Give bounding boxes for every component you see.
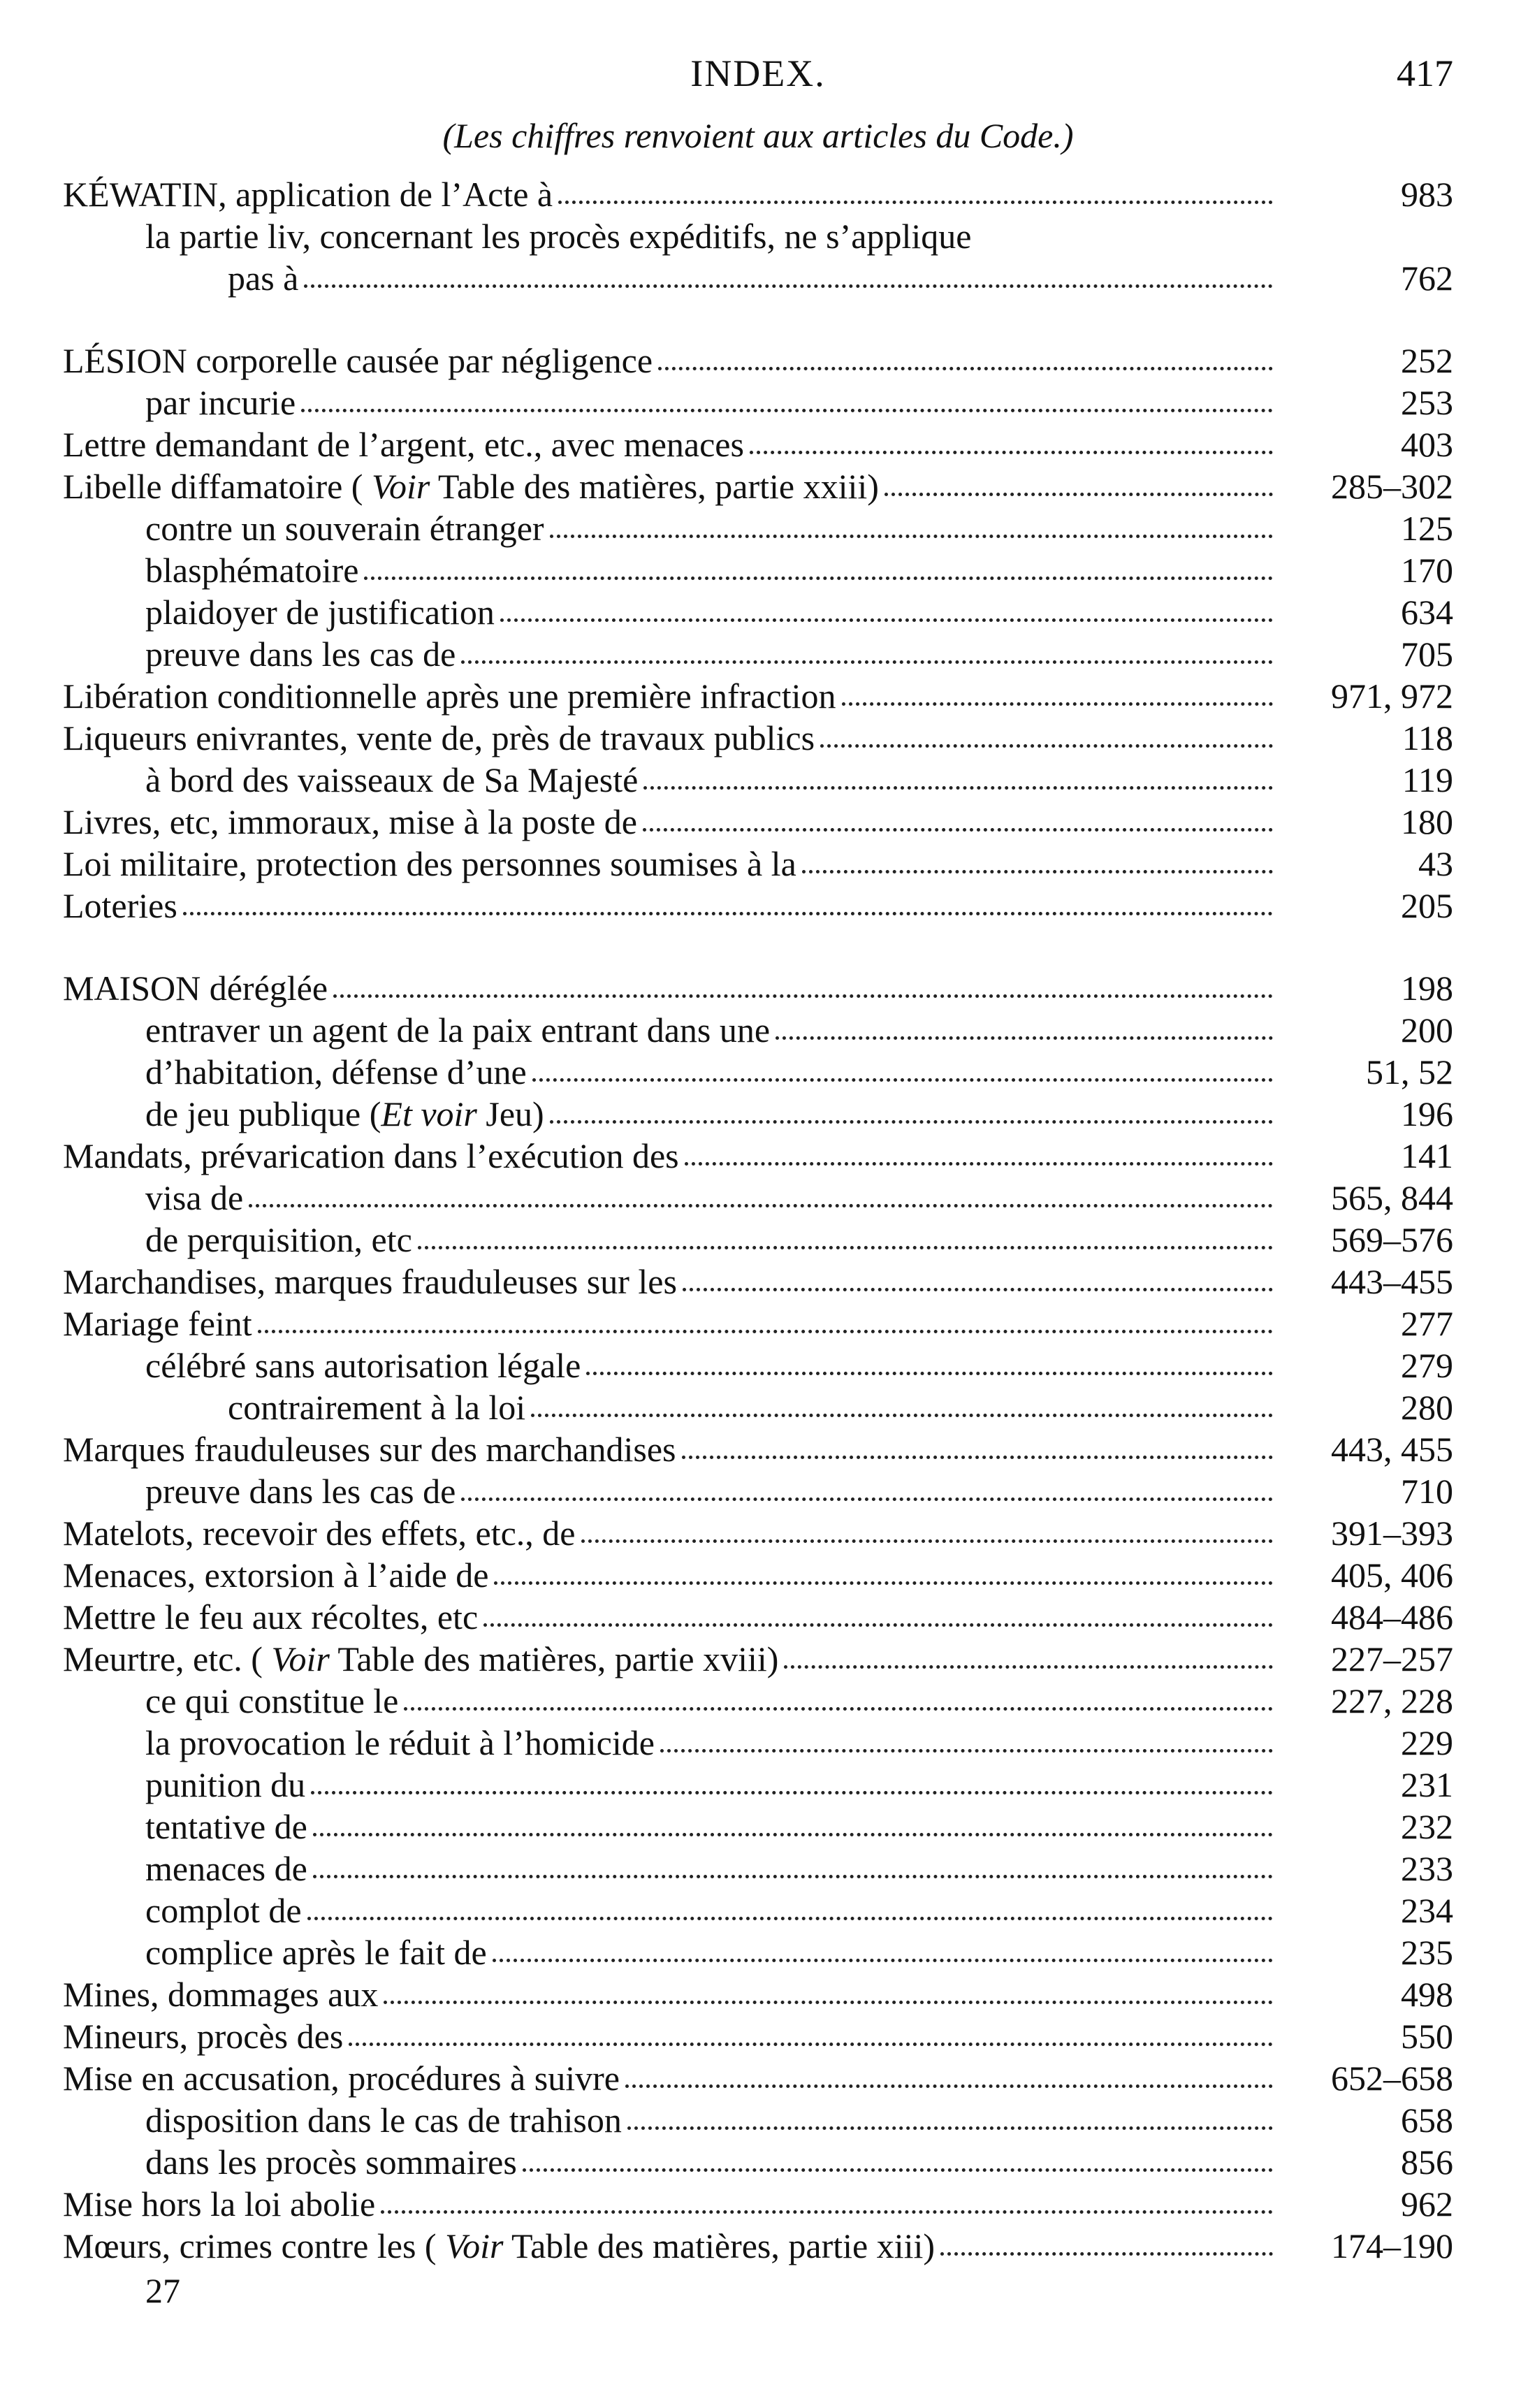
index-entry-list: [63, 173, 1453, 2267]
index-entry-label: [63, 423, 744, 465]
index-entry-text: Libelle diffamatoire (: [63, 467, 372, 506]
index-entry: [63, 843, 1453, 885]
index-entry-italic-text: Et voir: [381, 1094, 477, 1133]
index-entry-text: disposition dans le cas de trahison: [145, 2101, 622, 2140]
index-entry-label: [63, 1596, 478, 1638]
index-entry-label: [63, 2099, 622, 2141]
index-entry-text: LÉSION corporelle causée par négligence: [63, 341, 653, 380]
index-entry-reference: 569–576: [1331, 1220, 1453, 1259]
index-entry: [63, 2225, 1453, 2267]
index-entry: [63, 1386, 1453, 1428]
index-entry-label: [63, 382, 296, 423]
index-entry-label: [63, 1344, 581, 1386]
index-entry-text: menaces de: [145, 1849, 307, 1888]
index-entry-label: [63, 1093, 544, 1135]
index-entry-reference: 983: [1401, 175, 1453, 214]
index-entry-reference: 280: [1401, 1388, 1453, 1427]
index-entry-reference: 180: [1401, 802, 1453, 841]
index-entry-text: Matelots, recevoir des effets, etc., de: [63, 1514, 576, 1553]
index-entry-label: [63, 1973, 378, 2015]
index-entry-label: [63, 801, 637, 843]
index-entry-label: [63, 843, 796, 885]
dot-leader: [658, 326, 1273, 370]
dot-leader: [311, 1791, 1273, 1794]
index-entry-reference: 233: [1401, 1849, 1453, 1888]
index-entry-reference: 227–257: [1331, 1639, 1453, 1678]
index-entry-label: [63, 2057, 620, 2099]
dot-leader: [384, 2001, 1273, 2004]
index-entry-label: [63, 1303, 252, 1344]
index-entry-text: Mise hors la loi abolie: [63, 2184, 376, 2224]
index-entry-text: Marques frauduleuses sur des marchandises: [63, 1430, 676, 1469]
index-entry-label: [63, 1512, 576, 1554]
index-entry: [63, 675, 1453, 717]
dot-leader: [750, 451, 1273, 454]
dot-leader: [349, 2043, 1273, 2046]
index-entry-text: tentative de: [145, 1807, 307, 1846]
index-entry: [63, 717, 1453, 759]
page-number: 417: [1397, 52, 1453, 94]
index-entry: [63, 1009, 1453, 1051]
index-entry: [63, 1806, 1453, 1848]
index-entry-reference: 658: [1401, 2101, 1453, 2140]
index-entry-label: [63, 299, 653, 382]
index-entry-text: Libération conditionnelle après une première infraction: [63, 676, 836, 716]
dot-leader: [404, 1707, 1273, 1711]
index-entry-label: [63, 885, 177, 927]
dot-leader: [364, 576, 1273, 580]
index-entry-reference: 710: [1401, 1472, 1453, 1511]
dot-leader: [304, 284, 1273, 288]
index-entry: [63, 1177, 1453, 1219]
index-entry-text: contre un souverain étranger: [145, 509, 544, 548]
index-entry-reference: 51, 52: [1366, 1052, 1453, 1091]
dot-leader: [313, 1833, 1273, 1836]
dot-leader: [313, 1875, 1273, 1878]
index-entry-label: [63, 2141, 517, 2183]
index-entry: [63, 1596, 1453, 1638]
index-entry-label: [63, 1135, 679, 1177]
index-entry: [63, 1722, 1453, 1764]
index-entry-label: [63, 1806, 307, 1848]
index-entry-text: Mettre le feu aux récoltes, etc: [63, 1597, 479, 1637]
index-entry: [63, 927, 1453, 1009]
index-entry-label: [63, 2225, 935, 2267]
dot-leader: [523, 2168, 1273, 2172]
dot-leader: [483, 1623, 1273, 1627]
index-entry: [63, 1051, 1453, 1093]
index-entry-label: [63, 1009, 770, 1051]
index-entry-text: Mineurs, procès des: [63, 2017, 344, 2056]
index-entry-text: Mandats, prévarication dans l’exécution des: [63, 1136, 679, 1175]
index-entry-label: [63, 591, 495, 633]
dot-leader: [643, 828, 1273, 832]
index-entry-label: [63, 1722, 655, 1764]
index-entry-reference: 705: [1401, 634, 1453, 674]
index-entry-text: Mœurs, crimes contre les (: [63, 2226, 446, 2265]
index-entry-reference: 403: [1401, 425, 1453, 464]
index-entry: [63, 591, 1453, 633]
index-entry: [63, 1135, 1453, 1177]
dot-leader: [627, 2126, 1273, 2130]
index-entry: [63, 1512, 1453, 1554]
dot-leader: [820, 744, 1273, 748]
dot-leader: [550, 535, 1273, 538]
index-entry-text: Mines, dommages aux: [63, 1975, 379, 2014]
index-entry-reference: 253: [1401, 383, 1453, 422]
index-entry-label: [63, 1638, 778, 1680]
index-entry-label: [63, 1261, 677, 1303]
index-entry-text: blasphématoire: [145, 551, 359, 590]
index-entry-label: [63, 2015, 343, 2057]
index-entry-label: [63, 1890, 302, 1931]
index-entry-reference: 118: [1402, 718, 1453, 757]
page-subtitle: (Les chiffres renvoient aux articles du Code.): [442, 116, 1074, 155]
index-entry-text: Liqueurs enivrantes, vente de, près de travaux publics: [63, 718, 815, 757]
dot-leader: [258, 1330, 1273, 1333]
dot-leader: [183, 912, 1273, 915]
dot-leader: [940, 2252, 1273, 2256]
index-entry-text: KÉWATIN, application de l’Acte à: [63, 175, 553, 214]
index-entry-text: complot de: [145, 1891, 302, 1930]
index-entry: [63, 382, 1453, 423]
index-entry-text: Table des matières, partie xxiii): [430, 467, 879, 506]
index-entry-text: la partie liv, concernant les procès expéditifs, ne s’applique: [145, 217, 972, 256]
index-entry-label: [63, 1386, 525, 1428]
index-entry-reference: 198: [1401, 969, 1453, 1008]
index-entry: [63, 299, 1453, 382]
index-entry-italic-text: Voir: [271, 1639, 330, 1678]
index-entry-reference: 279: [1401, 1346, 1453, 1385]
index-entry-text: la provocation le réduit à l’homicide: [145, 1723, 655, 1762]
index-entry: [63, 1890, 1453, 1931]
index-entry-reference: 174–190: [1331, 2226, 1453, 2265]
index-entry-reference: 652–658: [1331, 2059, 1453, 2098]
dot-leader: [842, 702, 1274, 706]
index-entry-reference: 205: [1401, 886, 1453, 925]
dot-leader: [802, 870, 1273, 873]
index-entry-reference: 634: [1401, 593, 1453, 632]
page-title: INDEX.: [690, 52, 826, 94]
index-entry-reference: 856: [1401, 2142, 1453, 2182]
dot-leader: [660, 1749, 1273, 1753]
index-entry-text: Meurtre, etc. (: [63, 1639, 272, 1678]
index-entry-reference: 43: [1418, 844, 1453, 883]
dot-leader: [558, 201, 1273, 204]
index-entry-reference: 125: [1401, 509, 1453, 548]
index-entry-label: [63, 1848, 307, 1890]
index-entry-reference: 285–302: [1331, 467, 1453, 506]
index-entry-reference: 231: [1401, 1765, 1453, 1804]
dot-leader: [885, 493, 1273, 496]
index-entry: [63, 2015, 1453, 2057]
index-entry: [63, 2183, 1453, 2225]
index-entry: [63, 1344, 1453, 1386]
dot-leader: [494, 1581, 1273, 1585]
index-entry-text: de jeu publique (: [145, 1094, 381, 1133]
index-entry-label: [63, 633, 456, 675]
index-entry-reference: 565, 844: [1331, 1178, 1453, 1217]
index-entry-label: [63, 215, 971, 257]
index-entry: [63, 423, 1453, 465]
index-entry: [63, 1093, 1453, 1135]
index-entry-text: Marchandises, marques frauduleuses sur les: [63, 1262, 677, 1301]
index-entry-text: célébré sans autorisation légale: [145, 1346, 581, 1385]
dot-leader: [307, 1917, 1273, 1920]
index-entry-reference: 235: [1401, 1933, 1453, 1972]
signature-mark: 27: [145, 2271, 180, 2310]
index-entry-reference: 252: [1401, 341, 1453, 380]
index-entry: [63, 465, 1453, 507]
dot-leader: [683, 1288, 1273, 1291]
index-entry-label: [63, 927, 328, 1009]
index-entry-label: [63, 257, 298, 299]
index-entry: [63, 215, 1453, 257]
index-entry: [63, 2057, 1453, 2099]
index-entry: [63, 1638, 1453, 1680]
index-entry-text: MAISON déréglée: [63, 969, 328, 1008]
index-entry-reference: 232: [1401, 1807, 1453, 1846]
index-entry-label: [63, 1764, 305, 1806]
index-entry-text: Livres, etc, immoraux, mise à la poste de: [63, 802, 637, 841]
index-entry-label: [63, 1428, 676, 1470]
dot-leader: [776, 1036, 1273, 1040]
dot-leader: [586, 1372, 1273, 1375]
index-entry-text: preuve dans les cas de: [145, 1472, 456, 1511]
dot-leader: [581, 1539, 1274, 1543]
index-entry: [63, 1931, 1453, 1973]
index-entry-reference: 962: [1401, 2184, 1453, 2224]
index-entry-reference: 498: [1401, 1975, 1453, 2014]
dot-leader: [625, 2084, 1273, 2088]
index-entry-text: d’habitation, défense d’une: [145, 1052, 527, 1091]
index-entry-label: [63, 1680, 398, 1722]
index-entry-reference: 196: [1401, 1094, 1453, 1133]
index-entry-text: Jeu): [476, 1094, 544, 1133]
dot-leader: [461, 660, 1273, 664]
index-entry-reference: 227, 228: [1331, 1681, 1453, 1720]
index-entry: [63, 507, 1453, 549]
dot-leader: [249, 1204, 1273, 1207]
index-entry-reference: 443, 455: [1331, 1430, 1453, 1469]
index-entry-label: [63, 507, 544, 549]
dot-leader: [461, 1497, 1273, 1501]
index-entry: [63, 1428, 1453, 1470]
index-entry: [63, 1973, 1453, 2015]
index-entry-reference: 234: [1401, 1891, 1453, 1930]
index-entry-reference: 443–455: [1331, 1262, 1453, 1301]
index-entry: [63, 801, 1453, 843]
index-entry: [63, 2099, 1453, 2141]
dot-leader: [685, 1162, 1273, 1166]
dot-leader: [333, 954, 1273, 998]
index-entry-reference: 119: [1402, 760, 1453, 799]
dot-leader: [784, 1665, 1273, 1669]
index-entry-reference: 170: [1401, 551, 1453, 590]
index-entry: [63, 1764, 1453, 1806]
index-entry-text: Menaces, extorsion à l’aide de: [63, 1555, 489, 1595]
index-entry: [63, 1219, 1453, 1261]
index-entry-label: [63, 717, 815, 759]
index-entry-text: Table des matières, partie xviii): [329, 1639, 779, 1678]
dot-leader: [643, 786, 1273, 790]
index-entry-text: pas à: [228, 259, 299, 298]
index-entry-text: Loi militaire, protection des personnes soumises à la: [63, 844, 796, 883]
index-page: [63, 42, 1453, 2376]
index-entry-reference: 550: [1401, 2017, 1453, 2056]
dot-leader: [532, 1078, 1273, 1082]
index-entry-text: dans les procès sommaires: [145, 2142, 517, 2182]
index-entry-reference: 391–393: [1331, 1514, 1453, 1553]
index-entry-label: [63, 2183, 375, 2225]
dot-leader: [493, 1959, 1273, 1962]
index-entry: [63, 1680, 1453, 1722]
index-entry-text: plaidoyer de justification: [145, 593, 495, 632]
index-entry-label: [63, 1554, 488, 1596]
index-entry-reference: 141: [1401, 1136, 1453, 1175]
page-header: [63, 42, 1453, 98]
index-entry-text: Mise en accusation, procédures à suivre: [63, 2059, 620, 2098]
index-entry-label: [63, 759, 638, 801]
index-entry-italic-text: Voir: [445, 2226, 504, 2265]
index-entry-reference: 277: [1401, 1304, 1453, 1343]
index-entry-label: [63, 549, 358, 591]
index-entry-text: punition du: [145, 1765, 306, 1804]
index-entry-label: [63, 1051, 527, 1093]
dot-leader: [531, 1414, 1273, 1417]
dot-leader: [500, 618, 1273, 622]
index-entry-text: entraver un agent de la paix entrant dans une: [145, 1010, 771, 1050]
index-entry-reference: 405, 406: [1331, 1555, 1453, 1595]
index-entry: [63, 549, 1453, 591]
index-entry-label: [63, 675, 836, 717]
index-entry-label: [63, 1177, 243, 1219]
index-entry-label: [63, 173, 553, 215]
dot-leader: [381, 2210, 1273, 2214]
index-entry-text: par incurie: [145, 383, 296, 422]
dot-leader: [418, 1246, 1273, 1249]
dot-leader: [301, 409, 1273, 412]
index-entry-text: Lettre demandant de l’argent, etc., avec menaces: [63, 425, 744, 464]
index-entry: [63, 1261, 1453, 1303]
index-entry-text: Table des matières, partie xiii): [503, 2226, 936, 2265]
index-entry-reference: 762: [1401, 259, 1453, 298]
index-entry-label: [63, 1219, 412, 1261]
dot-leader: [550, 1120, 1273, 1124]
index-entry: [63, 1554, 1453, 1596]
index-entry-reference: 229: [1401, 1723, 1453, 1762]
index-entry-italic-text: Voir: [371, 467, 430, 506]
index-entry: [63, 1303, 1453, 1344]
index-entry-label: [63, 1470, 456, 1512]
index-entry: [63, 885, 1453, 927]
index-entry: [63, 2141, 1453, 2183]
index-entry-text: contrairement à la loi: [228, 1388, 526, 1427]
index-entry-text: complice après le fait de: [145, 1933, 487, 1972]
index-entry-reference: 484–486: [1331, 1597, 1453, 1637]
index-entry-text: de perquisition, etc: [145, 1220, 412, 1259]
index-entry: [63, 633, 1453, 675]
index-entry: [63, 1848, 1453, 1890]
index-entry-text: visa de: [145, 1178, 244, 1217]
dot-leader: [682, 1456, 1273, 1459]
index-entry-reference: 971, 972: [1331, 676, 1453, 716]
index-entry-label: [63, 1931, 487, 1973]
index-entry: [63, 759, 1453, 801]
index-entry-text: à bord des vaisseaux de Sa Majesté: [145, 760, 639, 799]
index-entry: [63, 257, 1453, 299]
index-entry-label: [63, 465, 879, 507]
index-entry-reference: 200: [1401, 1010, 1453, 1050]
index-entry: [63, 1470, 1453, 1512]
index-entry: [63, 173, 1453, 215]
index-entry-text: preuve dans les cas de: [145, 634, 456, 674]
index-entry-text: ce qui constitue le: [145, 1681, 399, 1720]
index-entry-text: Loteries: [63, 886, 177, 925]
index-entry-text: Mariage feint: [63, 1304, 252, 1343]
